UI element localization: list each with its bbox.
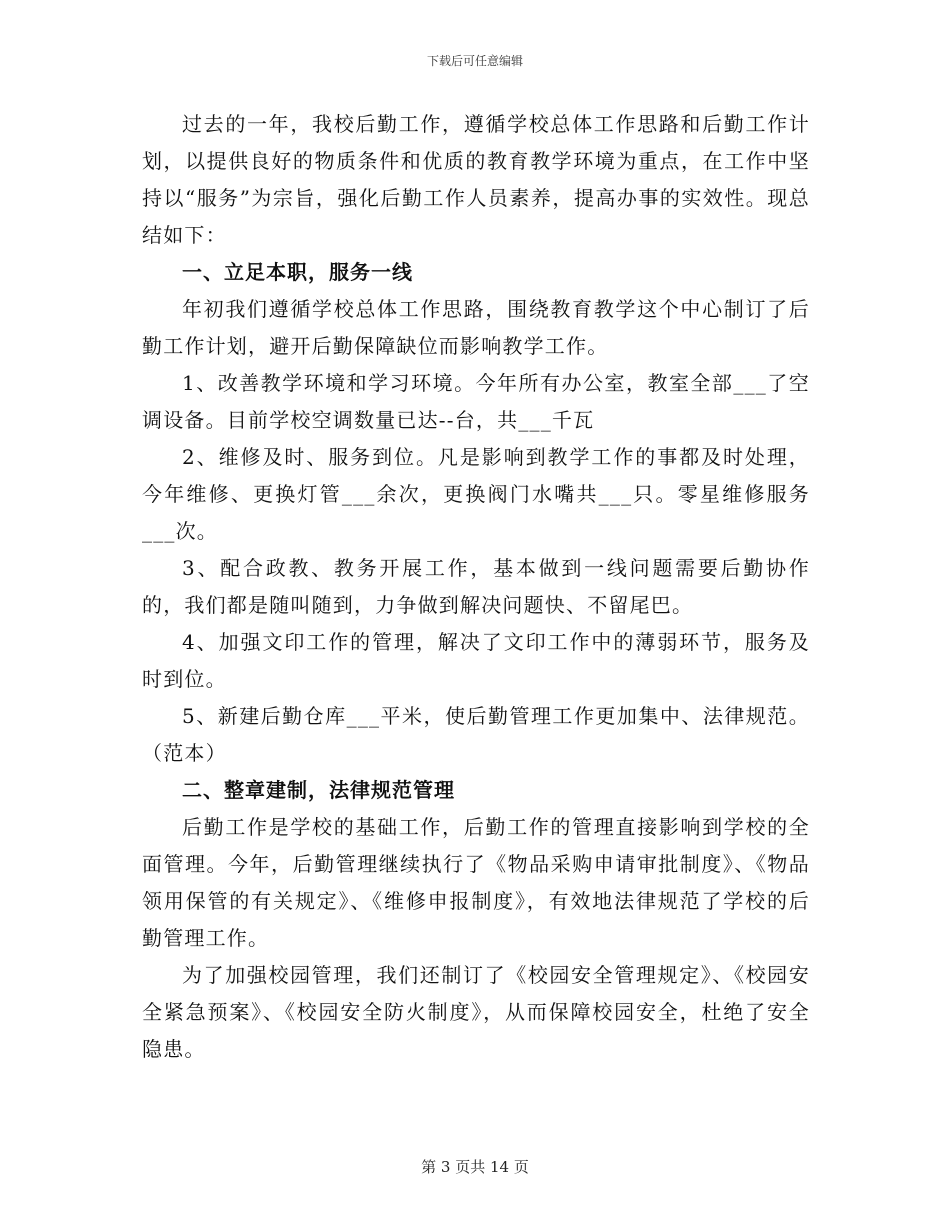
list-item-3: 3、配合政教、教务开展工作，基本做到一线问题需要后勤协作的，我们都是随叫随到，力争做到解决问题快、不留尾巴。 xyxy=(142,556,810,617)
list-item-2: 2、维修及时、服务到位。凡是影响到教学工作的事都及时处理，今年维修、更换灯管___余次，更换阀门水嘴共___只。零星维修服务___次。 xyxy=(142,445,810,543)
section-heading-2: 二、整章建制，法律规范管理 xyxy=(182,778,455,802)
section2-paragraph-2: 为了加强校园管理，我们还制订了《校园安全管理规定》、《校园安全紧急预案》、《校园安全防火制度》，从而保障校园安全，杜绝了安全隐患。 xyxy=(142,963,810,1061)
page-number: 第 3 页共 14 页 xyxy=(421,1158,529,1176)
document-body xyxy=(142,106,810,1068)
section2-paragraph-1: 后勤工作是学校的基础工作，后勤工作的管理直接影响到学校的全面管理。今年，后勤管理继续执行了《物品采购申请审批制度》、《物品领用保管的有关规定》、《维修申报制度》，有效地法律规范了学校的后勤管理工作。 xyxy=(142,815,810,950)
list-item-5: 5、新建后勤仓库___平米，使后勤管理工作更加集中、法律规范。（范本） xyxy=(142,704,810,765)
list-item-1: 1、改善教学环境和学习环境。今年所有办公室，教室全部___了空调设备。目前学校空调数量已达--台，共___千瓦 xyxy=(142,371,810,432)
section-heading-1: 一、立足本职，服务一线 xyxy=(182,260,413,284)
page-header: 下载后可任意编辑 xyxy=(426,54,523,68)
section1-paragraph: 年初我们遵循学校总体工作思路，围绕教育教学这个中心制订了后勤工作计划，避开后勤保障缺位而影响教学工作。 xyxy=(142,297,810,358)
intro-paragraph: 过去的一年，我校后勤工作，遵循学校总体工作思路和后勤工作计划，以提供良好的物质条件和优质的教育教学环境为重点，在工作中坚持以“服务”为宗旨，强化后勤工作人员素养，提高办事的实效性。现总结如下： xyxy=(142,112,810,247)
list-item-4: 4、加强文印工作的管理，解决了文印工作中的薄弱环节，服务及时到位。 xyxy=(142,630,810,691)
